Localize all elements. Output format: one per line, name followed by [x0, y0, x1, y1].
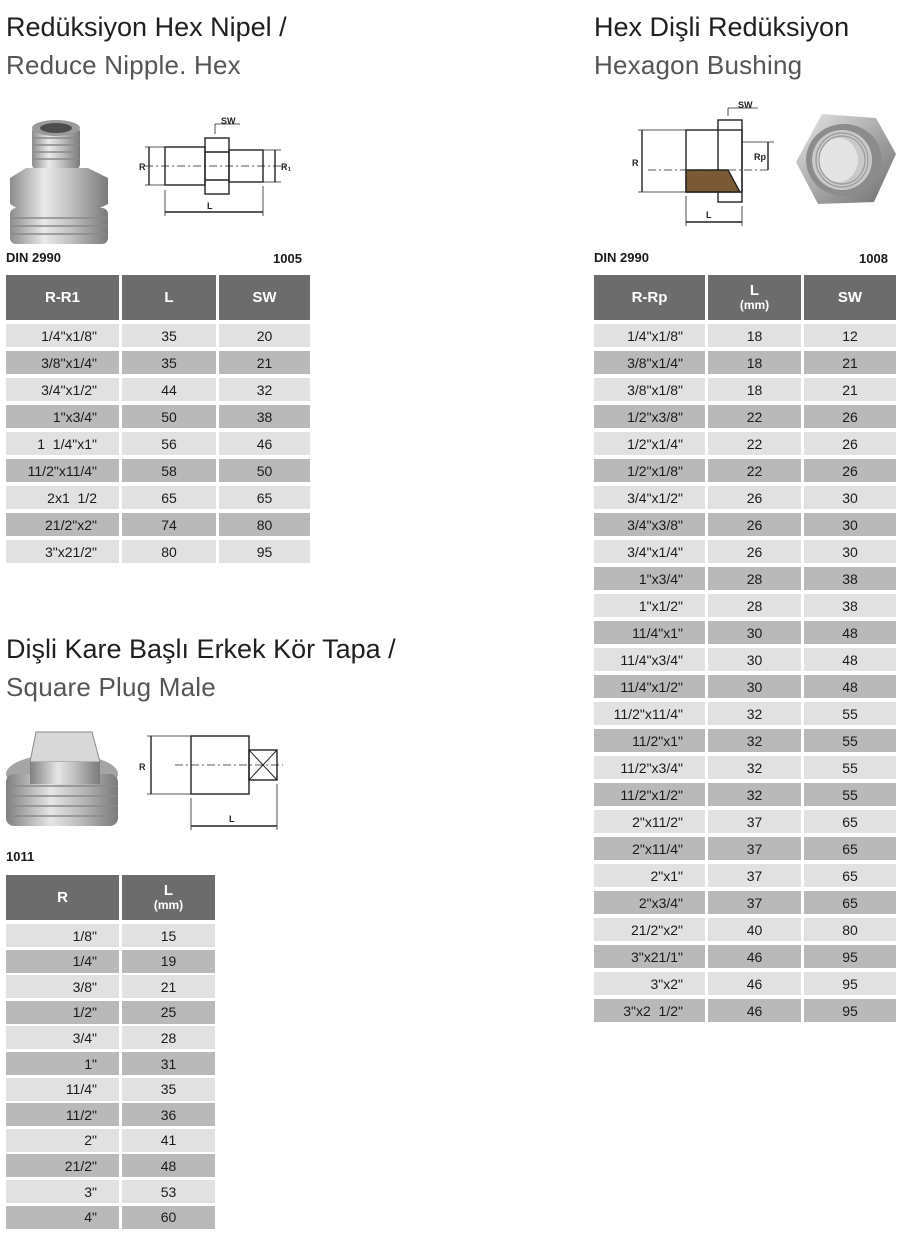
plug-cell-size: 3" — [6, 1180, 119, 1203]
bushing-cell-l: 22 — [708, 405, 801, 428]
bushing-cell-l: 26 — [708, 486, 801, 509]
bushing-cell-l: 18 — [708, 324, 801, 347]
bushing-cell-sw: 48 — [804, 621, 896, 644]
bushing-cell-size: 11/4"x3/4" — [594, 648, 705, 671]
bushing-cell-l: 32 — [708, 702, 801, 725]
nipple-cell-sw: 50 — [219, 459, 310, 482]
nipple-cell-l: 58 — [122, 459, 216, 482]
plug-header-l-mm: L (mm) — [122, 875, 215, 920]
bushing-cell-sw: 65 — [804, 837, 896, 860]
bushing-cell-size: 3"x21/1" — [594, 945, 705, 968]
plug-subtitle: Square Plug Male — [6, 672, 216, 702]
bushing-standard: DIN 2990 — [594, 250, 649, 265]
bushing-l-label: L — [706, 210, 712, 220]
nipple-cell-sw: 32 — [219, 378, 310, 401]
plug-l-label: L — [229, 814, 235, 824]
plug-cell-l: 53 — [122, 1180, 215, 1203]
bushing-subtitle: Hexagon Bushing — [594, 50, 803, 80]
plug-photo — [4, 722, 116, 832]
bushing-cell-sw: 65 — [804, 810, 896, 833]
plug-cell-l: 19 — [122, 950, 215, 973]
plug-cell-size: 4" — [6, 1206, 119, 1229]
nipple-cell-l: 35 — [122, 351, 216, 374]
bushing-cell-l: 37 — [708, 837, 801, 860]
plug-cell-l: 60 — [122, 1206, 215, 1229]
nipple-r-label: R — [139, 162, 146, 172]
nipple-cell-size: 3/4"x1/2" — [6, 378, 119, 401]
bushing-cell-sw: 26 — [804, 459, 896, 482]
bushing-cell-size: 3/4"x1/2" — [594, 486, 705, 509]
nipple-header-sw: SW — [219, 275, 310, 320]
bushing-header-r-rp: R-Rp — [594, 275, 705, 320]
nipple-cell-size: 11/2"x11/4" — [6, 459, 119, 482]
nipple-technical-drawing — [135, 112, 310, 222]
plug-cell-l: 48 — [122, 1154, 215, 1177]
bushing-cell-sw: 30 — [804, 486, 896, 509]
bushing-cell-size: 3/8"x1/8" — [594, 378, 705, 401]
bushing-cell-size: 11/2"x11/4" — [594, 702, 705, 725]
nipple-l-label: L — [207, 201, 213, 211]
bushing-cell-l: 32 — [708, 729, 801, 752]
plug-cell-l: 35 — [122, 1078, 215, 1101]
plug-cell-size: 1/8" — [6, 924, 119, 947]
plug-cell-l: 25 — [122, 1001, 215, 1024]
bushing-cell-l: 28 — [708, 567, 801, 590]
bushing-cell-l: 18 — [708, 378, 801, 401]
bushing-cell-l: 46 — [708, 972, 801, 995]
bushing-cell-l: 26 — [708, 513, 801, 536]
nipple-cell-sw: 80 — [219, 513, 310, 536]
bushing-cell-size: 1"x3/4" — [594, 567, 705, 590]
bushing-cell-sw: 38 — [804, 594, 896, 617]
plug-product-code: 1011 — [6, 849, 35, 864]
plug-cell-size: 11/4" — [6, 1078, 119, 1101]
bushing-cell-l: 18 — [708, 351, 801, 374]
bushing-cell-size: 2"x3/4" — [594, 891, 705, 914]
bushing-cell-sw: 12 — [804, 324, 896, 347]
plug-r-label: R — [139, 762, 146, 772]
plug-cell-l: 31 — [122, 1052, 215, 1075]
bushing-cell-sw: 48 — [804, 648, 896, 671]
nipple-cell-size: 3"x21/2" — [6, 540, 119, 563]
nipple-cell-size: 3/8"x1/4" — [6, 351, 119, 374]
bushing-photo — [792, 112, 896, 208]
nipple-cell-size: 2x1 1/2 — [6, 486, 119, 509]
plug-cell-l: 15 — [122, 924, 215, 947]
bushing-cell-sw: 38 — [804, 567, 896, 590]
bushing-cell-sw: 26 — [804, 432, 896, 455]
nipple-cell-sw: 21 — [219, 351, 310, 374]
plug-cell-size: 11/2" — [6, 1103, 119, 1126]
plug-cell-l: 21 — [122, 975, 215, 998]
bushing-cell-sw: 30 — [804, 513, 896, 536]
bushing-header-sw: SW — [804, 275, 896, 320]
plug-cell-size: 1" — [6, 1052, 119, 1075]
nipple-header-r-r1: R-R1 — [6, 275, 119, 320]
bushing-cell-sw: 30 — [804, 540, 896, 563]
nipple-product-code: 1005 — [273, 251, 302, 266]
bushing-cell-l: 32 — [708, 756, 801, 779]
bushing-cell-sw: 65 — [804, 864, 896, 887]
plug-cell-l: 28 — [122, 1026, 215, 1049]
bushing-cell-sw: 95 — [804, 999, 896, 1022]
bushing-cell-l: 32 — [708, 783, 801, 806]
bushing-title: Hex Dişli Redüksiyon — [594, 12, 850, 42]
bushing-r-label: R — [632, 158, 639, 168]
nipple-cell-sw: 65 — [219, 486, 310, 509]
nipple-cell-size: 1"x3/4" — [6, 405, 119, 428]
bushing-cell-l: 30 — [708, 621, 801, 644]
bushing-cell-l: 37 — [708, 810, 801, 833]
bushing-cell-sw: 55 — [804, 783, 896, 806]
bushing-cell-l: 22 — [708, 459, 801, 482]
bushing-cell-l: 30 — [708, 675, 801, 698]
nipple-title: Redüksiyon Hex Nipel / — [6, 12, 287, 42]
bushing-cell-sw: 65 — [804, 891, 896, 914]
bushing-cell-sw: 26 — [804, 405, 896, 428]
plug-cell-size: 1/2" — [6, 1001, 119, 1024]
bushing-product-code: 1008 — [859, 251, 888, 266]
bushing-cell-size: 2"x11/4" — [594, 837, 705, 860]
bushing-cell-size: 1"x1/2" — [594, 594, 705, 617]
plug-cell-l: 41 — [122, 1129, 215, 1152]
bushing-cell-l: 28 — [708, 594, 801, 617]
bushing-cell-size: 1/2"x1/4" — [594, 432, 705, 455]
bushing-cell-size: 1/4"x1/8" — [594, 324, 705, 347]
plug-cell-l: 36 — [122, 1103, 215, 1126]
nipple-cell-l: 56 — [122, 432, 216, 455]
bushing-cell-size: 1/2"x3/8" — [594, 405, 705, 428]
bushing-cell-size: 2"x1" — [594, 864, 705, 887]
bushing-technical-drawing — [628, 100, 778, 230]
nipple-cell-size: 1 1/4"x1" — [6, 432, 119, 455]
bushing-cell-l: 40 — [708, 918, 801, 941]
bushing-cell-l: 37 — [708, 864, 801, 887]
nipple-standard: DIN 2990 — [6, 250, 61, 265]
nipple-cell-l: 35 — [122, 324, 216, 347]
bushing-cell-l: 37 — [708, 891, 801, 914]
nipple-r1-label: R₁ — [281, 162, 292, 172]
bushing-sw-label: SW — [738, 100, 753, 110]
nipple-cell-size: 21/2"x2" — [6, 513, 119, 536]
bushing-cell-size: 3/4"x1/4" — [594, 540, 705, 563]
bushing-header-l-mm: L (mm) — [708, 275, 801, 320]
bushing-cell-sw: 55 — [804, 729, 896, 752]
bushing-cell-sw: 48 — [804, 675, 896, 698]
bushing-cell-sw: 55 — [804, 756, 896, 779]
nipple-sw-label: SW — [221, 116, 236, 126]
bushing-cell-size: 11/4"x1" — [594, 621, 705, 644]
plug-cell-size: 21/2" — [6, 1154, 119, 1177]
bushing-cell-size: 2"x11/2" — [594, 810, 705, 833]
bushing-rp-label: Rp — [754, 152, 766, 162]
bushing-cell-l: 30 — [708, 648, 801, 671]
nipple-cell-l: 50 — [122, 405, 216, 428]
nipple-cell-sw: 38 — [219, 405, 310, 428]
nipple-photo — [4, 118, 114, 246]
bushing-cell-size: 3/4"x3/8" — [594, 513, 705, 536]
bushing-cell-size: 11/2"x1/2" — [594, 783, 705, 806]
nipple-cell-l: 80 — [122, 540, 216, 563]
nipple-cell-sw: 20 — [219, 324, 310, 347]
plug-technical-drawing — [135, 728, 285, 834]
bushing-cell-l: 46 — [708, 945, 801, 968]
bushing-cell-size: 11/4"x1/2" — [594, 675, 705, 698]
plug-title: Dişli Kare Başlı Erkek Kör Tapa / — [6, 634, 396, 664]
bushing-cell-size: 1/2"x1/8" — [594, 459, 705, 482]
bushing-cell-l: 46 — [708, 999, 801, 1022]
bushing-cell-size: 3"x2 1/2" — [594, 999, 705, 1022]
nipple-header-l: L — [122, 275, 216, 320]
bushing-cell-size: 11/2"x3/4" — [594, 756, 705, 779]
plug-cell-size: 2" — [6, 1129, 119, 1152]
bushing-cell-l: 26 — [708, 540, 801, 563]
nipple-cell-sw: 46 — [219, 432, 310, 455]
bushing-cell-size: 21/2"x2" — [594, 918, 705, 941]
bushing-cell-size: 11/2"x1" — [594, 729, 705, 752]
bushing-cell-size: 3"x2" — [594, 972, 705, 995]
bushing-cell-sw: 80 — [804, 918, 896, 941]
nipple-cell-sw: 95 — [219, 540, 310, 563]
nipple-cell-size: 1/4"x1/8" — [6, 324, 119, 347]
bushing-cell-sw: 55 — [804, 702, 896, 725]
nipple-subtitle: Reduce Nipple. Hex — [6, 50, 241, 80]
bushing-cell-sw: 95 — [804, 945, 896, 968]
plug-header-r: R — [6, 875, 119, 920]
bushing-cell-l: 22 — [708, 432, 801, 455]
nipple-cell-l: 65 — [122, 486, 216, 509]
nipple-cell-l: 74 — [122, 513, 216, 536]
bushing-cell-size: 3/8"x1/4" — [594, 351, 705, 374]
nipple-cell-l: 44 — [122, 378, 216, 401]
plug-cell-size: 3/4" — [6, 1026, 119, 1049]
plug-cell-size: 1/4" — [6, 950, 119, 973]
bushing-cell-sw: 21 — [804, 351, 896, 374]
bushing-cell-sw: 21 — [804, 378, 896, 401]
bushing-cell-sw: 95 — [804, 972, 896, 995]
plug-cell-size: 3/8" — [6, 975, 119, 998]
